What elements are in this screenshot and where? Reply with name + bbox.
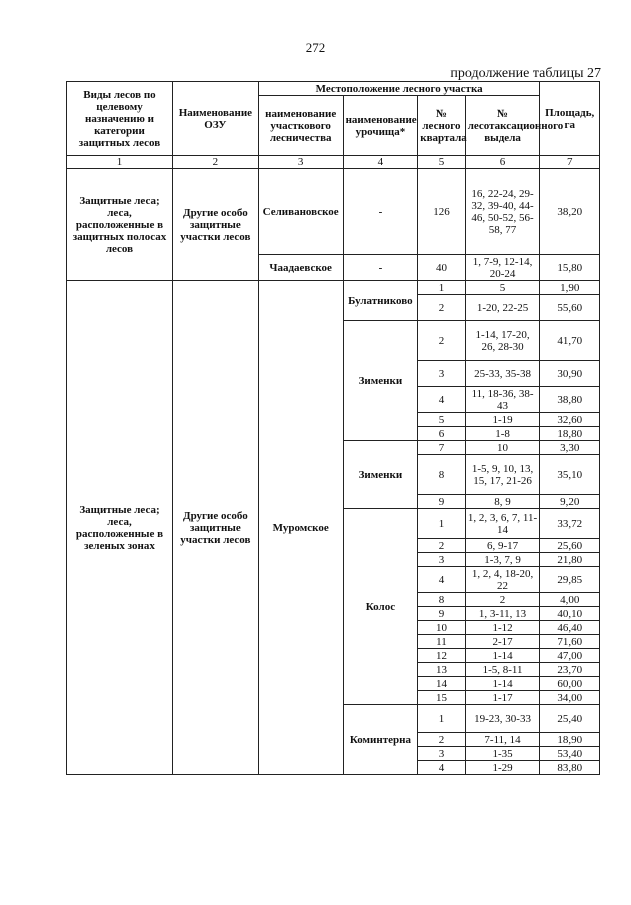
quarter-cell: 1: [418, 509, 465, 539]
tract-cell: Коминтерна: [343, 705, 418, 775]
area-cell: 30,90: [540, 361, 600, 387]
quarter-cell: 6: [418, 427, 465, 441]
vydel-cell: 19-23, 30-33: [465, 705, 540, 733]
quarter-cell: 40: [418, 255, 465, 281]
tract-cell: Булатниково: [343, 281, 418, 321]
area-cell: 71,60: [540, 635, 600, 649]
header-vydel: № лесотаксационного выдела: [465, 96, 540, 156]
area-cell: 38,20: [540, 169, 600, 255]
area-cell: 47,00: [540, 649, 600, 663]
area-cell: 18,90: [540, 733, 600, 747]
quarter-cell: 3: [418, 747, 465, 761]
vydel-cell: 8, 9: [465, 495, 540, 509]
quarter-cell: 5: [418, 413, 465, 427]
table-row: [67, 281, 600, 295]
vydel-cell: 1, 2, 3, 6, 7, 11-14: [465, 509, 540, 539]
header-quarter: № лесного квартала: [418, 96, 465, 156]
quarter-cell: 8: [418, 455, 465, 495]
vydel-cell: 1-20, 22-25: [465, 295, 540, 321]
quarter-cell: 13: [418, 663, 465, 677]
area-cell: 46,40: [540, 621, 600, 635]
quarter-cell: 2: [418, 539, 465, 553]
quarter-cell: 4: [418, 567, 465, 593]
quarter-cell: 4: [418, 761, 465, 775]
vydel-cell: 1, 2, 4, 18-20, 22: [465, 567, 540, 593]
table-row: [67, 169, 600, 255]
quarter-cell: 1: [418, 281, 465, 295]
quarter-cell: 3: [418, 553, 465, 567]
col-number: 1: [67, 156, 173, 169]
col-number: 5: [418, 156, 465, 169]
area-cell: 15,80: [540, 255, 600, 281]
vydel-cell: 16, 22-24, 29-32, 39-40, 44-46, 50-52, 56-58, 77: [465, 169, 540, 255]
area-cell: 3,30: [540, 441, 600, 455]
col-number: 3: [258, 156, 343, 169]
quarter-cell: 10: [418, 621, 465, 635]
vydel-cell: 2-17: [465, 635, 540, 649]
continuation-label: продолжение таблицы 27: [450, 66, 601, 81]
header-ozu: Наименование ОЗУ: [172, 82, 258, 156]
area-cell: 25,40: [540, 705, 600, 733]
area-cell: 83,80: [540, 761, 600, 775]
vydel-cell: 1-5, 8-11: [465, 663, 540, 677]
quarter-cell: 4: [418, 387, 465, 413]
forest-table: [66, 81, 600, 775]
quarter-cell: 15: [418, 691, 465, 705]
tract-cell: Колос: [343, 509, 418, 705]
area-cell: 23,70: [540, 663, 600, 677]
vydel-cell: 25-33, 35-38: [465, 361, 540, 387]
vydel-cell: 6, 9-17: [465, 539, 540, 553]
quarter-cell: 7: [418, 441, 465, 455]
forestry-cell: Селивановское: [258, 169, 343, 255]
quarter-cell: 11: [418, 635, 465, 649]
vydel-cell: 10: [465, 441, 540, 455]
area-cell: 35,10: [540, 455, 600, 495]
quarter-cell: 2: [418, 733, 465, 747]
quarter-cell: 8: [418, 593, 465, 607]
vydel-cell: 5: [465, 281, 540, 295]
category-cell: Защитные леса; леса, расположенные в защитных полосах лесов: [67, 169, 173, 281]
vydel-cell: 1-14: [465, 677, 540, 691]
area-cell: 41,70: [540, 321, 600, 361]
forestry-cell: Чаадаевское: [258, 255, 343, 281]
area-cell: 9,20: [540, 495, 600, 509]
header-forestry: наименование участкового лесничества: [258, 96, 343, 156]
vydel-cell: 1-14: [465, 649, 540, 663]
tract-cell: Зименки: [343, 321, 418, 441]
area-cell: 53,40: [540, 747, 600, 761]
area-cell: 32,60: [540, 413, 600, 427]
quarter-cell: 9: [418, 495, 465, 509]
area-cell: 25,60: [540, 539, 600, 553]
area-cell: 18,80: [540, 427, 600, 441]
area-cell: 40,10: [540, 607, 600, 621]
vydel-cell: 1-8: [465, 427, 540, 441]
vydel-cell: 1, 3-11, 13: [465, 607, 540, 621]
ozu-cell: Другие особо защитные участки лесов: [172, 169, 258, 281]
tract-cell: Зименки: [343, 441, 418, 509]
quarter-cell: 2: [418, 295, 465, 321]
vydel-cell: 1-35: [465, 747, 540, 761]
col-number: 4: [343, 156, 418, 169]
quarter-cell: 3: [418, 361, 465, 387]
vydel-cell: 2: [465, 593, 540, 607]
vydel-cell: 1-12: [465, 621, 540, 635]
vydel-cell: 1-5, 9, 10, 13, 15, 17, 21-26: [465, 455, 540, 495]
area-cell: 33,72: [540, 509, 600, 539]
col-number: 7: [540, 156, 600, 169]
forestry-cell: Муромское: [258, 281, 343, 775]
page-number: 272: [305, 40, 326, 55]
quarter-cell: 14: [418, 677, 465, 691]
vydel-cell: 1, 7-9, 12-14, 20-24: [465, 255, 540, 281]
tract-cell: -: [343, 169, 418, 255]
ozu-cell: Другие особо защитные участки лесов: [172, 281, 258, 775]
header-tract: наименование урочища*: [343, 96, 418, 156]
quarter-cell: 12: [418, 649, 465, 663]
area-cell: 38,80: [540, 387, 600, 413]
header-location-group: Местоположение лесного участка: [258, 82, 540, 96]
tract-cell: -: [343, 255, 418, 281]
area-cell: 60,00: [540, 677, 600, 691]
vydel-cell: 1-17: [465, 691, 540, 705]
header-category: Виды лесов по целевому назначению и категории защитных лесов: [67, 82, 173, 156]
category-cell: Защитные леса; леса, расположенные в зеленых зонах: [67, 281, 173, 775]
area-cell: 29,85: [540, 567, 600, 593]
col-number: 2: [172, 156, 258, 169]
vydel-cell: 1-19: [465, 413, 540, 427]
vydel-cell: 1-29: [465, 761, 540, 775]
vydel-cell: 11, 18-36, 38-43: [465, 387, 540, 413]
header-area: Площадь, га: [540, 82, 600, 156]
vydel-cell: 7-11, 14: [465, 733, 540, 747]
area-cell: 4,00: [540, 593, 600, 607]
quarter-cell: 126: [418, 169, 465, 255]
area-cell: 1,90: [540, 281, 600, 295]
vydel-cell: 1-3, 7, 9: [465, 553, 540, 567]
area-cell: 55,60: [540, 295, 600, 321]
area-cell: 21,80: [540, 553, 600, 567]
col-number: 6: [465, 156, 540, 169]
quarter-cell: 9: [418, 607, 465, 621]
quarter-cell: 1: [418, 705, 465, 733]
quarter-cell: 2: [418, 321, 465, 361]
area-cell: 34,00: [540, 691, 600, 705]
vydel-cell: 1-14, 17-20, 26, 28-30: [465, 321, 540, 361]
